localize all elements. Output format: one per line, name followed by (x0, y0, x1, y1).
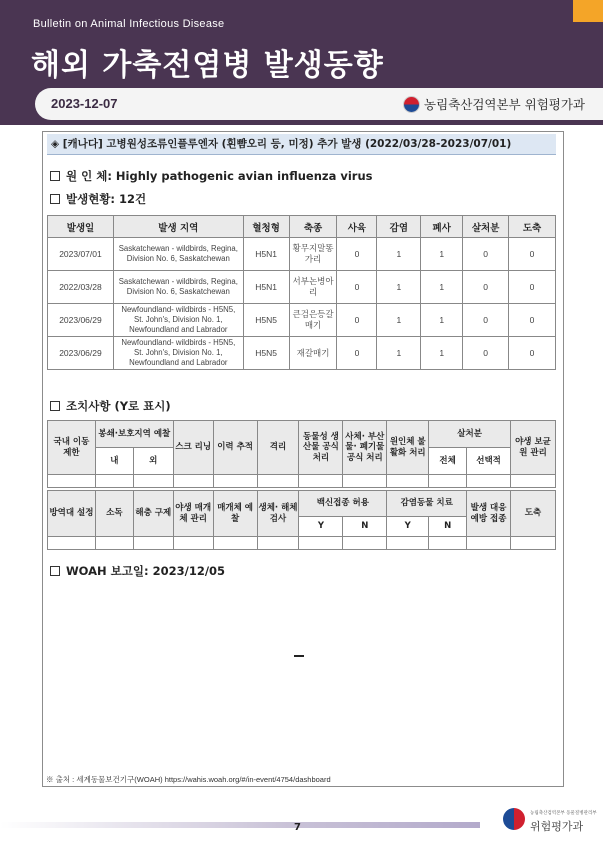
cell-treatment: 감염동물 치료 (387, 491, 467, 517)
agency-label: 농림축산검역본부 위험평가과 (424, 97, 585, 112)
col-header: 사육 (337, 216, 377, 238)
source-footnote: ※ 출처 : 세계동물보건기구(WOAH) https://wahis.woah.org/#/in-event/4754/dashboard (46, 775, 331, 784)
report-date: 2023-12-07 (51, 96, 118, 111)
cell-value: 0 (463, 271, 509, 304)
cell-value: 1 (421, 238, 463, 271)
empty-cell (299, 475, 343, 488)
cell-value: 1 (377, 271, 421, 304)
cell-species: 큰검은등갈매기 (289, 304, 337, 337)
table-header-row (48, 216, 556, 238)
empty-cell (95, 475, 133, 488)
cell-tracing: 이력 추적 (213, 421, 257, 475)
checkbox-square-icon (50, 566, 60, 576)
cell-zoning: 방역대 설정 (48, 491, 96, 537)
cell-culling: 살처분 (429, 421, 511, 448)
table-row (48, 238, 556, 271)
checkbox-square-icon (50, 171, 60, 181)
empty-cell (95, 537, 133, 550)
status-section (50, 191, 146, 207)
empty-cell (48, 537, 96, 550)
cell-zone-out: 외 (133, 448, 173, 475)
checkbox-square-icon (50, 401, 60, 411)
col-header: 살처분 (463, 216, 509, 238)
taeguk-logo-icon (403, 96, 420, 113)
col-header: 혈청형 (243, 216, 289, 238)
cell-value: 1 (421, 271, 463, 304)
page-number: 7 (294, 822, 301, 833)
date-bar (35, 88, 603, 120)
checkbox-square-icon (50, 194, 60, 204)
taeguk-logo-icon (503, 808, 525, 830)
measures-table-1 (47, 420, 556, 488)
cell-value: 0 (337, 337, 377, 370)
status-label: 발생현황: 12건 (66, 192, 147, 206)
cell-value: 0 (463, 304, 509, 337)
table-row (48, 271, 556, 304)
page-title: 해외 가축전염병 발생동향 (31, 48, 384, 83)
empty-cell (257, 475, 299, 488)
cell-serotype: H5N1 (243, 238, 289, 271)
cell-pathogen: 원인체 불활화 처리 (387, 421, 429, 475)
empty-cell (133, 475, 173, 488)
cell-species: 재갈매기 (289, 337, 337, 370)
footer-org: 위험평가과 (530, 820, 584, 833)
measures-section (50, 398, 171, 414)
cell-zone-in: 내 (95, 448, 133, 475)
cell-value: 0 (463, 337, 509, 370)
cell-y: Y (387, 517, 429, 537)
table-row (48, 304, 556, 337)
measures-table-2 (47, 490, 556, 550)
outbreak-table (47, 215, 556, 370)
cell-date: 2023/06/29 (48, 304, 114, 337)
woah-section (50, 563, 225, 579)
cell-animal-test: 생체· 해체 검사 (257, 491, 299, 537)
cell-value: 0 (509, 337, 556, 370)
cell-value: 0 (337, 304, 377, 337)
cell-y: Y (299, 517, 343, 537)
cell-location: Newfoundland- wildbirds - H5N5, St. John's, Division No. 1, Newfoundland and Labrador (113, 304, 243, 337)
woah-label: WOAH 보고일: 2023/12/05 (66, 564, 226, 578)
col-header: 도축 (509, 216, 556, 238)
empty-cell (343, 475, 387, 488)
cell-slaughter: 도축 (511, 491, 556, 537)
cell-screening: 스크 리닝 (173, 421, 213, 475)
cell-value: 1 (421, 304, 463, 337)
cell-n: N (429, 517, 467, 537)
cell-species: 서부논병아리 (289, 271, 337, 304)
empty-cell (173, 537, 213, 550)
cell-serotype: H5N5 (243, 304, 289, 337)
cell-date: 2023/07/01 (48, 238, 114, 271)
cell-value: 1 (377, 238, 421, 271)
cell-serotype: H5N1 (243, 271, 289, 304)
cell-location: Newfoundland- wildbirds - H5N5, St. John's, Division No. 1, Newfoundland and Labrador (113, 337, 243, 370)
col-header: 발생 지역 (113, 216, 243, 238)
corner-accent (573, 0, 603, 22)
cell-location: Saskatchewan - wildbirds, Regina, Division No. 6, Saskatchewan (113, 238, 243, 271)
cell-location: Saskatchewan - wildbirds, Regina, Division No. 6, Saskatchewan (113, 271, 243, 304)
cell-disinfect: 소독 (95, 491, 133, 537)
cell-serotype: H5N5 (243, 337, 289, 370)
empty-cell (213, 475, 257, 488)
agency-name (403, 95, 585, 113)
cause-section (50, 168, 373, 184)
cell-value: 0 (509, 304, 556, 337)
cell-vaccine: 백신접종 허용 (299, 491, 387, 517)
cell-value: 0 (337, 271, 377, 304)
woah-empty-dash (294, 655, 304, 657)
cell-value: 0 (509, 271, 556, 304)
cell-value: 0 (463, 238, 509, 271)
empty-cell (299, 537, 343, 550)
empty-cell (467, 537, 511, 550)
cell-culling-all: 전체 (429, 448, 467, 475)
measures-label: 조치사항 (Y로 표시) (66, 399, 171, 413)
cell-value: 1 (377, 337, 421, 370)
empty-cell (48, 475, 96, 488)
cell-value: 1 (421, 337, 463, 370)
header-banner (0, 0, 603, 125)
col-header: 발생일 (48, 216, 114, 238)
empty-cell (173, 475, 213, 488)
cell-n: N (343, 517, 387, 537)
cell-date: 2023/06/29 (48, 337, 114, 370)
empty-cell (133, 537, 173, 550)
cell-value: 0 (337, 238, 377, 271)
topic-heading: ◈ [캐나다] 고병원성조류인플루엔자 (흰뺨오리 등, 미정) 추가 발생 (2022/03/28-2023/07/01) (47, 134, 556, 155)
cell-restriction: 국내 이동 제한 (48, 421, 96, 475)
cell-vector-control: 해충 구제 (133, 491, 173, 537)
cell-animal-product: 동물성 생산물 공식 처리 (299, 421, 343, 475)
empty-cell (387, 475, 429, 488)
cell-culling-selective: 선택적 (467, 448, 511, 475)
cause-label: 원 인 체: Highly pathogenic avian influenza virus (66, 169, 373, 183)
footer-org-small: 농림축산검역본부 동물질병관리부 (530, 811, 597, 816)
footer-stripe (0, 822, 480, 828)
cell-value: 0 (509, 238, 556, 271)
col-header: 축종 (289, 216, 337, 238)
cell-prevent-vaccination: 발생 대응 예방 접종 (467, 491, 511, 537)
cell-species: 황무지말똥가리 (289, 238, 337, 271)
empty-cell (467, 475, 511, 488)
cell-date: 2022/03/28 (48, 271, 114, 304)
cell-zone: 봉쇄·보호지역 예찰 (95, 421, 173, 448)
empty-cell (213, 537, 257, 550)
cell-wild-vector-mgmt: 야생 매개체 관리 (173, 491, 213, 537)
empty-cell (387, 537, 429, 550)
empty-cell (343, 537, 387, 550)
empty-cell (511, 475, 556, 488)
empty-cell (429, 475, 467, 488)
col-header: 감염 (377, 216, 421, 238)
cell-value: 1 (377, 304, 421, 337)
empty-cell (429, 537, 467, 550)
cell-quarantine: 격리 (257, 421, 299, 475)
col-header: 폐사 (421, 216, 463, 238)
table-row (48, 337, 556, 370)
empty-cell (257, 537, 299, 550)
empty-cell (511, 537, 556, 550)
cell-carcass: 사체· 부산물· 폐기물 공식 처리 (343, 421, 387, 475)
cell-wildlife: 야생 보균원 관리 (511, 421, 556, 475)
cell-vector-surveillance: 매개체 예찰 (213, 491, 257, 537)
bulletin-subtitle: Bulletin on Animal Infectious Disease (33, 18, 225, 30)
